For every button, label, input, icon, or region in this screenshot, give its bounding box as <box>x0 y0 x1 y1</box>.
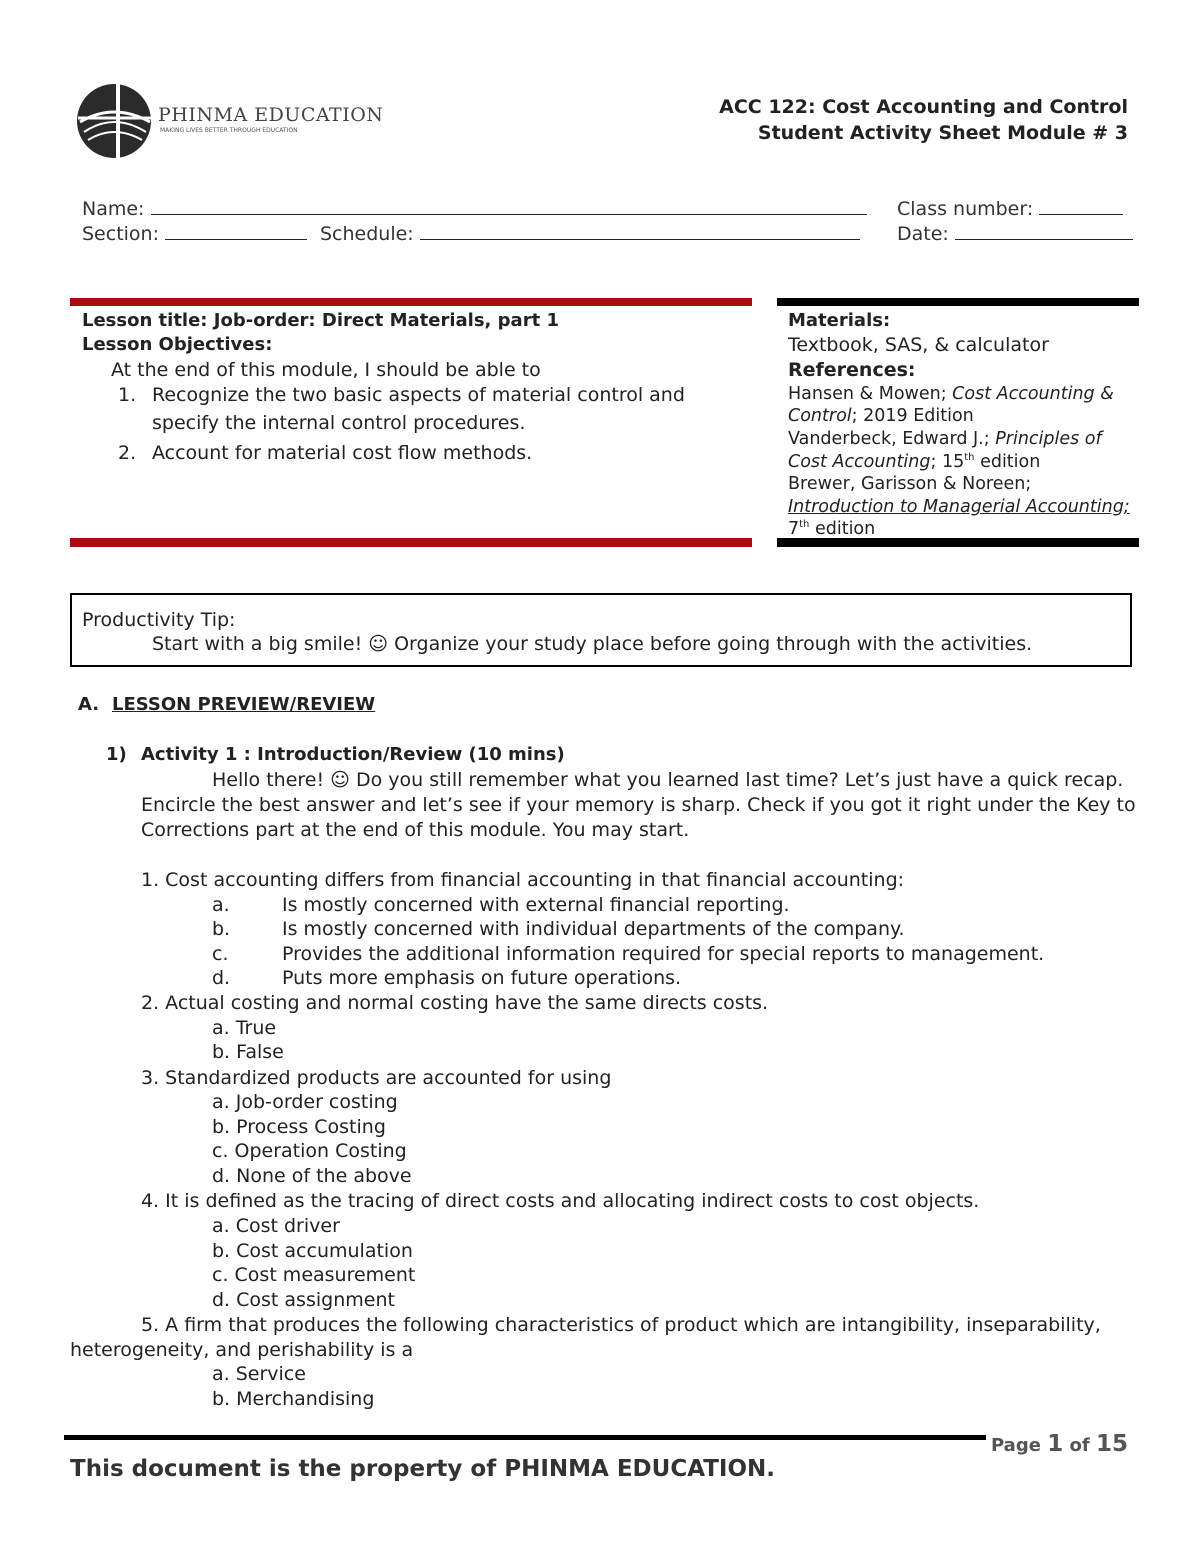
phinma-logo <box>74 82 384 160</box>
course-title: ACC 122: Cost Accounting and Control <box>719 96 1128 118</box>
productivity-tip-box <box>70 593 1132 667</box>
section-field[interactable]: Section: <box>82 221 307 246</box>
class-number-blank[interactable] <box>1039 196 1123 215</box>
q2-option-b[interactable]: b. False <box>212 1041 284 1063</box>
q5-option-b[interactable]: b. Merchandising <box>212 1388 375 1410</box>
q4-option-c[interactable]: c. Cost measurement <box>212 1264 416 1286</box>
q1-option-d[interactable]: Puts more emphasis on future operations. <box>282 967 682 989</box>
activity-number: 1) <box>106 744 127 765</box>
objective-2-line1: Account for material cost flow methods. <box>152 442 533 464</box>
objective-1-line2: specify the internal control procedures. <box>152 412 526 434</box>
objectives-heading: Lesson Objectives: <box>82 334 273 355</box>
q4-option-a[interactable]: a. Cost driver <box>212 1215 340 1237</box>
page-total: 15 <box>1095 1431 1128 1457</box>
q1-option-c-letter[interactable]: c. <box>212 943 229 965</box>
reference-3-line2: Introduction to Managerial Accounting; <box>788 497 1130 517</box>
sheet-title: Student Activity Sheet Module # 3 <box>757 122 1128 144</box>
objective-2-num: 2. <box>118 442 137 464</box>
page-current: 1 <box>1047 1431 1064 1457</box>
q1-option-d-letter[interactable]: d. <box>212 967 231 989</box>
materials-text: Textbook, SAS, & calculator <box>788 334 1049 356</box>
q3-option-b[interactable]: b. Process Costing <box>212 1116 386 1138</box>
schedule-blank[interactable] <box>420 221 860 240</box>
objectives-intro: At the end of this module, I should be able to <box>111 359 541 381</box>
schedule-field[interactable]: Schedule: <box>320 221 860 246</box>
q1-option-b[interactable]: Is mostly concerned with individual departments of the company. <box>282 918 905 940</box>
q3-option-a[interactable]: a. Job-order costing <box>212 1091 398 1113</box>
objective-1-num: 1. <box>118 384 137 406</box>
logo-text: PHINMA EDUCATION <box>158 104 384 126</box>
section-blank[interactable] <box>165 221 307 240</box>
property-notice: This document is the property of PHINMA EDUCATION. <box>70 1456 776 1482</box>
q1-option-b-letter[interactable]: b. <box>212 918 231 940</box>
question-3: 3. Standardized products are accounted for using <box>141 1067 612 1089</box>
q1-option-a-letter[interactable]: a. <box>212 894 230 916</box>
reference-1-line2: Control; 2019 Edition <box>788 406 974 426</box>
q3-option-d[interactable]: d. None of the above <box>212 1165 412 1187</box>
references-heading: References: <box>788 359 916 381</box>
tip-heading: Productivity Tip: <box>82 609 236 631</box>
reference-1-line1: Hansen & Mowen; Cost Accounting & <box>788 384 1114 404</box>
reference-3-line3: 7th edition <box>788 519 876 539</box>
question-2: 2. Actual costing and normal costing have the same directs costs. <box>141 992 769 1014</box>
activity-title: Activity 1 : Introduction/Review (10 mins) <box>141 744 565 765</box>
tip-text: Start with a big smile! ☺ Organize your study place before going through with the activities. <box>152 633 1033 655</box>
reference-3-line1: Brewer, Garisson & Noreen; <box>788 474 1032 494</box>
date-field[interactable]: Date: <box>897 221 1133 246</box>
footer-rule <box>64 1435 986 1440</box>
activity-intro-line2: Encircle the best answer and let’s see if your memory is sharp. Check if you got it right under the Key to <box>141 794 1136 816</box>
materials-heading: Materials: <box>788 310 891 331</box>
q5-option-a[interactable]: a. Service <box>212 1363 306 1385</box>
q1-option-a[interactable]: Is mostly concerned with external financial reporting. <box>282 894 790 916</box>
q2-option-a[interactable]: a. True <box>212 1017 277 1039</box>
activity-intro-line3: Corrections part at the end of this module. You may start. <box>141 819 690 841</box>
page-number: Page 1 of 15 <box>990 1431 1128 1457</box>
materials-top-bar <box>777 298 1139 306</box>
logo-tagline: MAKING LIVES BETTER THROUGH EDUCATION <box>160 127 298 134</box>
objective-1-line1: Recognize the two basic aspects of material control and <box>152 384 685 406</box>
lesson-title: Lesson title: Job-order: Direct Materials, part 1 <box>82 310 559 331</box>
question-1: 1. Cost accounting differs from financial accounting in that financial accounting: <box>141 869 905 891</box>
name-blank[interactable] <box>151 196 867 215</box>
lesson-bottom-bar <box>70 538 752 547</box>
date-blank[interactable] <box>955 221 1133 240</box>
question-4: 4. It is defined as the tracing of direct costs and allocating indirect costs to cost objects. <box>141 1190 980 1212</box>
q1-option-c[interactable]: Provides the additional information required for special reports to management. <box>282 943 1045 965</box>
question-5-line2: heterogeneity, and perishability is a <box>70 1339 414 1361</box>
lesson-top-bar <box>70 298 752 306</box>
reference-2-line1: Vanderbeck, Edward J.; Principles of <box>788 429 1102 449</box>
section-a-title: LESSON PREVIEW/REVIEW <box>112 694 376 715</box>
q4-option-d[interactable]: d. Cost assignment <box>212 1289 395 1311</box>
activity-intro-line1: Hello there! ☺ Do you still remember what you learned last time? Let’s just have a quick recap. <box>212 769 1124 791</box>
logo-emblem-icon <box>74 82 154 160</box>
section-a-label: A. <box>78 694 100 715</box>
reference-2-line2: Cost Accounting; 15th edition <box>788 452 1041 472</box>
question-5-line1: 5. A firm that produces the following characteristics of product which are intangibility, inseparability, <box>141 1314 1101 1336</box>
q4-option-b[interactable]: b. Cost accumulation <box>212 1240 413 1262</box>
q3-option-c[interactable]: c. Operation Costing <box>212 1140 407 1162</box>
name-field[interactable]: Name: <box>82 196 867 221</box>
class-number-field[interactable]: Class number: <box>897 196 1123 221</box>
